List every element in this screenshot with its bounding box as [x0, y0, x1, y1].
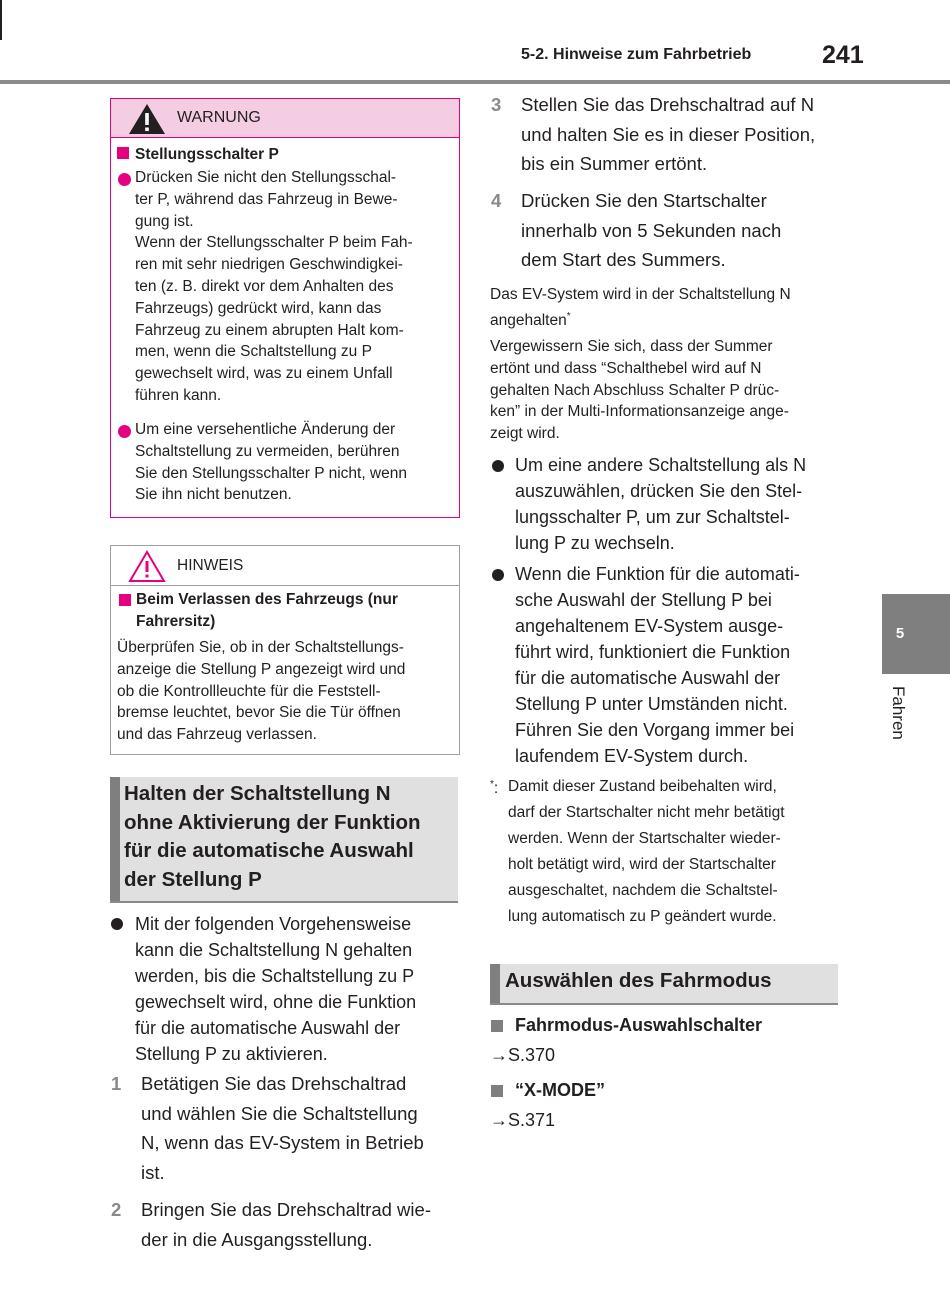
note-header [111, 546, 459, 586]
warning-header [111, 99, 459, 138]
chapter-tab [882, 594, 950, 674]
square-bullet-icon [491, 1020, 503, 1032]
footnote-mark: *: [490, 779, 499, 798]
result-text: Das EV-System wird in der Schaltstellung N angehalten* [490, 286, 791, 329]
page-ref-link[interactable]: →S.371 [490, 1110, 556, 1130]
note-box [110, 545, 460, 755]
warning-bullet-1: Drücken Sie nicht den Stellungsschal- ter P, während das Fahrzeug in Bewe- gung ist. Wenn der Stellungsschalter P beim Fah- ren mit sehr niedrigen Geschwindigkei- ten (z. B. direkt vor dem Anhalten des Fahrzeugs) gedrückt wird, kann das Fahrzeug zu einem abrupten Halt kom- men, wenn die Schaltstellung zu P gewechselt wird, was zu einem Unfall führen kann. [135, 169, 413, 404]
step-number: 2 [111, 1199, 122, 1220]
step-4-text: Drücken Sie den Startschalter innerhalb von 5 Sekunden nach dem Start des Summers. [521, 190, 782, 270]
section-title: 5-2. Hinweise zum Fahrbetrieb [521, 46, 752, 63]
page-number: 241 [822, 41, 864, 69]
section-heading-text: Halten der Schaltstellung N ohne Aktivierung der Funktion für die automatische Auswahl der Stellung P [124, 782, 421, 891]
chapter-label-text: Fahren [889, 686, 908, 740]
step-3-text: Stellen Sie das Drehschaltrad auf N und halten Sie es in dieser Position, bis ein Summer ertönt. [521, 94, 816, 174]
ref-title-1: Fahrmodus-Auswahlschalter [515, 1015, 763, 1035]
square-bullet-icon [117, 147, 129, 159]
warning-triangle-icon [127, 102, 167, 136]
heading-bar [490, 964, 500, 1003]
warning-bullet-2: Um eine versehentliche Änderung der Schaltstellung zu vermeiden, berühren Sie den Stellungsschalter P nicht, wenn Sie ihn nicht benutzen. [135, 421, 407, 504]
note-subheading: Beim Verlassen des Fahrzeugs (nur Fahrersitz) [136, 591, 398, 630]
step-2-text: Bringen Sie das Drehschaltrad wie- der in die Ausgangsstellung. [141, 1199, 431, 1250]
footnote-text: Damit dieser Zustand beibehalten wird, darf der Startschalter nicht mehr betätigt werden. Wenn der Startschalter wieder- holt betätigt wird, wird der Startschalter ausgeschaltet, nachdem die Schaltstel- lung automatisch zu P geändert wurde. [508, 778, 785, 925]
square-bullet-icon [119, 594, 131, 606]
step-1-text: Betätigen Sie das Drehschaltrad und wählen Sie die Schaltstellung N, wenn das EV-System in Betrieb ist. [141, 1073, 424, 1183]
caution-triangle-icon [127, 549, 167, 583]
step-number: 3 [491, 94, 502, 115]
page-ref-link[interactable]: →S.370 [490, 1045, 556, 1065]
note-title: HINWEIS [177, 557, 244, 574]
crop-mark [0, 0, 2, 40]
intro-text: Mit der folgenden Vorgehensweise kann die Schaltstellung N gehalten werden, bis die Schaltstellung zu P gewechselt wird, ohne die Funktion für die automatische Auswahl der Stellung P zu aktivieren. [135, 914, 417, 1064]
header-rule [0, 80, 950, 84]
warning-box [110, 98, 460, 518]
heading-bar [110, 777, 120, 901]
section-heading-2-text: Auswählen des Fahrmodus [505, 969, 772, 992]
bullet-icon [492, 569, 504, 581]
step-number: 4 [491, 190, 502, 211]
warning-title: WARNUNG [177, 109, 261, 126]
step-number: 1 [111, 1073, 122, 1094]
chapter-label [886, 686, 916, 756]
warning-subheading: Stellungsschalter P [117, 144, 279, 166]
bullet-auto-selection: Wenn die Funktion für die automati- sche Auswahl der Stellung P bei angehaltenem EV-System ausge- führt wird, funktioniert die Funktion für die automatische Auswahl der Stellung P unter Umständen nicht. Führen Sie den Vorgang immer bei laufendem EV-System durch. [515, 564, 800, 766]
section-heading [110, 777, 458, 903]
confirm-text: Vergewissern Sie sich, dass der Summer ertönt und dass “Schalthebel wird auf N gehalten Nach Abschluss Schalter P drüc- ken” in der Multi-Informationsanzeige ange- zeigt wird. [490, 338, 789, 443]
bullet-icon [118, 173, 131, 186]
note-text: Überprüfen Sie, ob in der Schaltstellungs- anzeige die Stellung P angezeigt wird und ob die Kontrollleuchte für die Feststell- bremse leuchtet, bevor Sie die Tür öffnen und das Fahrzeug verlassen. [117, 639, 406, 744]
bullet-icon [118, 425, 131, 438]
section-heading-2 [490, 964, 838, 1005]
bullet-icon [111, 918, 123, 930]
square-bullet-icon [491, 1085, 503, 1097]
ref-title-2: “X-MODE” [515, 1080, 605, 1100]
chapter-number: 5 [895, 625, 905, 642]
bullet-other-position: Um eine andere Schaltstellung als N auszuwählen, drücken Sie den Stel- lungsschalter P, um zur Schaltstel- lung P zu wechseln. [515, 455, 807, 553]
bullet-icon [492, 460, 504, 472]
